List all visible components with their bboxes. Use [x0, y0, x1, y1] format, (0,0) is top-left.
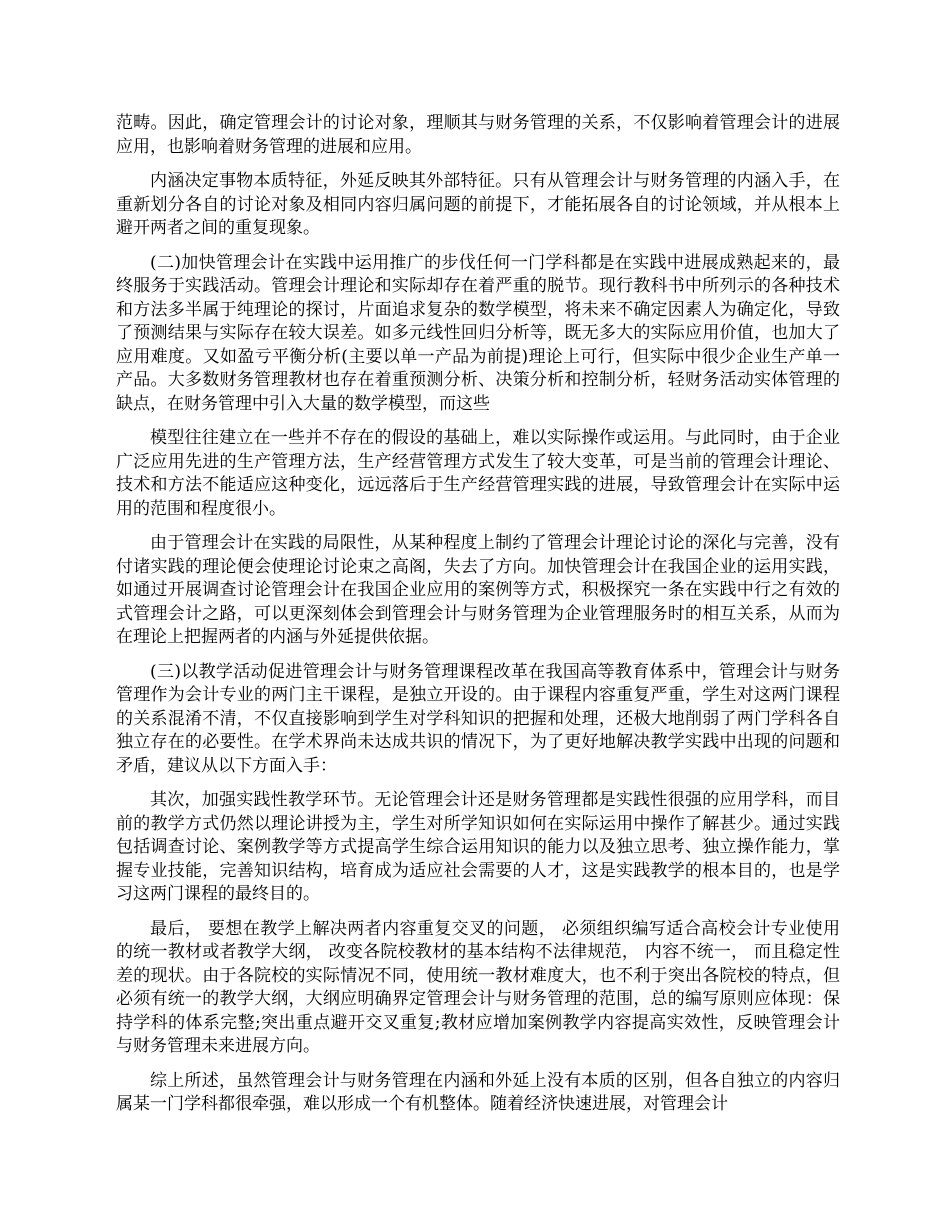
paragraph-5: 由于管理会计在实践的局限性，从某种程度上制约了管理会计理论讨论的深化与完善，没有付诸实践的理论便会使理论讨论束之高阁，失去了方向。加快管理会计在我国企业的运用实践，如通过开展调查讨论管理会计在我国企业应用的案例等方式，积极探究一条在实践中行之有效的式管理会计之路，可以更深刻体会到管理会计与财务管理为企业管理服务时的相互关系，从而为在理论上把握两者的内涵与外延提供依据。 — [116, 533, 840, 647]
document-body — [116, 112, 840, 1128]
paragraph-4: 模型往往建立在一些并不存在的假设的基础上，难以实际操作或运用。与此同时，由于企业广泛应用先进的生产管理方法，生产经营管理方式发生了较大变革，可是当前的管理会计理论、技术和方法不能适应这种变化，远远落后于生产经营管理实践的进展，导致管理会计在实际中运用的范围和程度很小。 — [116, 428, 840, 519]
paragraph-7: 其次，加强实践性教学环节。无论管理会计还是财务管理都是实践性很强的应用学科，而目前的教学方式仍然以理论讲授为主，学生对所学知识如何在实际运用中操作了解甚少。通过实践包括调查讨论、案例教学等方式提高学生综合运用知识的能力以及独立思考、独立操作能力，掌握专业技能，完善知识结构，培育成为适应社会需要的人才，这是实践教学的根本目的，也是学习这两门课程的最终目的。 — [116, 790, 840, 904]
paragraph-9: 综上所述，虽然管理会计与财务管理在内涵和外延上没有本质的区别，但各自独立的内容归属某一门学科都很牵强，难以形成一个有机整体。随着经济快速进展，对管理会计 — [116, 1070, 840, 1114]
paragraph-3: (二)加快管理会计在实践中运用推广的步伐任何一门学科都是在实践中进展成熟起来的，最终服务于实践活动。管理会计理论和实际却存在着严重的脱节。现行教科书中所列示的各种技术和方法多半属于纯理论的探讨，片面追求复杂的数学模型，将未来不确定因素人为确定化，导致了预测结果与实际存在较大误差。如多元线性回归分析等，既无多大的实际应用价值，也加大了应用难度。又如盈亏平衡分析(主要以单一产品为前提)理论上可行，但实际中很少企业生产单一产品。大多数财务管理教材也存在着重预测分析、决策分析和控制分析，轻财务活动实体管理的缺点，在财务管理中引入大量的数学模型，而这些 — [116, 252, 840, 414]
paragraph-2: 内涵决定事物本质特征，外延反映其外部特征。只有从管理会计与财务管理的内涵入手，在重新划分各自的讨论对象及相同内容归属问题的前提下，才能拓展各自的讨论领域，并从根本上避开两者之间的重复现象。 — [116, 171, 840, 238]
paragraph-6: (三)以教学活动促进管理会计与财务管理课程改革在我国高等教育体系中，管理会计与财务管理作为会计专业的两门主干课程，是独立开设的。由于课程内容重复严重，学生对这两门课程的关系混淆不清，不仅直接影响到学生对学科知识的把握和处理，还极大地削弱了两门学科各自独立存在的必要性。在学术界尚未达成共识的情况下，为了更好地解决教学实践中出现的问题和矛盾，建议从以下方面入手： — [116, 661, 840, 776]
paragraph-1: 范畴。因此，确定管理会计的讨论对象，理顺其与财务管理的关系，不仅影响着管理会计的进展应用，也影响着财务管理的进展和应用。 — [116, 113, 840, 157]
paragraph-8: 最后， 要想在教学上解决两者内容重复交叉的问题， 必须组织编写适合高校会计专业使用的统一教材或者教学大纲， 改变各院校教材的基本结构不法律规范， 内容不统一， 而且稳定性差的现状。由于各院校的实际情况不同，使用统一教材难度大，也不利于突出各院校的特点，但必须有统一的教学大纲，大纲应明确界定管理会计与财务管理的范围，总的编写原则应体现：保持学科的体系完整;突出重点避开交叉重复;教材应增加案例教学内容提高实效性，反映管理会计与财务管理未来进展方向。 — [116, 918, 840, 1056]
